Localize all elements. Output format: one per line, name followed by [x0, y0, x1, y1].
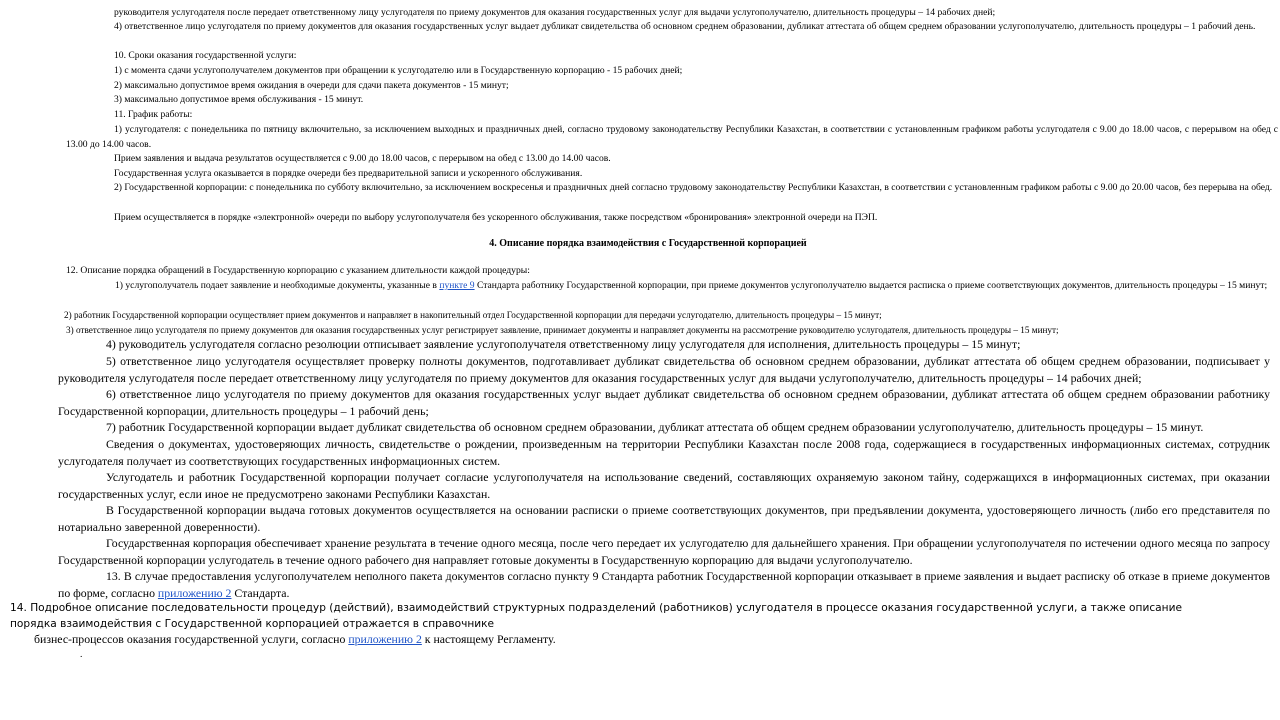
paragraph-11: 11. График работы:: [114, 109, 193, 120]
paragraph-12-4: 4) руководитель услугодателя согласно резолюции отписывает заявление услугополучателя ответственному лицу услугодателя для исполнения, длительность процедуры – 15 минут;: [106, 337, 1021, 351]
paragraph-14-continuation: бизнес-процессов оказания государственной услуги, согласно приложению 2 к настоящему Регламенту.: [34, 632, 556, 646]
paragraph-11-1a: Прием заявления и выдача результатов осуществляется с 9.00 до 18.00 часов, с перерывом на обед с 13.00 до 14.00 часов.: [114, 153, 611, 164]
paragraph-11-2a: Прием осуществляется в порядке «электронной» очереди по выбору услугополучателя без ускоренного обслуживания, также посредством «бронирования» электронной очереди на ПЭП.: [114, 212, 878, 223]
paragraph-12-7: 7) работник Государственной корпорации выдает дубликат свидетельства об основном среднем образовании, дубликат аттестата об общем среднем образовании услугополучателю, длительность процедуры – 15 минут.: [106, 420, 1204, 434]
trailing-dot: .: [80, 649, 83, 660]
paragraph-11-1b: Государственная услуга оказывается в порядке очереди без предварительной записи и ускоренного обслуживания.: [114, 168, 583, 179]
paragraph-10-2: 2) максимально допустимое время ожидания в очереди для сдачи пакета документов - 15 минут;: [114, 80, 509, 91]
paragraph-11-1: 1) услугодателя: с понедельника по пятницу включительно, за исключением выходных и праздничных дней, согласно трудовому законодательству Республики Казахстан, в соответствии с установленным графиком работы услугодателя с 9.00 до 18.00 часов, с перерывом на обед с 13.00 до 14.00 часов.: [66, 124, 1278, 150]
paragraph-12-1: 1) услугополучатель подает заявление и необходимые документы, указанные в пункте 9 Стандарта работнику Государственной корпорации, при приеме документов услугополучателю выдается расписка о приеме соответствующих документов, длительность процедуры – 15 минут;: [115, 280, 1268, 291]
paragraph-continuation: руководителя услугодателя после передает ответственному лицу услугодателя по приему документов для оказания государственных услуг для выдачи услугополучателю, длительность процедуры – 14 рабочих дней;: [114, 7, 996, 18]
link-punkt-9[interactable]: пункте 9: [439, 280, 475, 291]
paragraph-consent: Услугодатель и работник Государственной корпорации получает согласие услугополучателя на использование сведений, составляющих охраняемую законом тайну, содержащихся в информационных системах, при оказании государственных услуг, если иное не предусмотрено законами Республики Казахстан.: [58, 470, 1270, 501]
link-prilozheniyu-2-reglamenta[interactable]: приложению 2: [348, 632, 422, 646]
paragraph-10-1: 1) с момента сдачи услугополучателем документов при обращении к услугодателю или в Государственную корпорацию - 15 рабочих дней;: [114, 65, 683, 76]
section-heading: 4. Описание порядка взаимодействия с Государственной корпорацией: [489, 238, 807, 249]
link-prilozheniyu-2-standarta[interactable]: приложению 2: [157, 585, 232, 600]
paragraph-4: 4) ответственное лицо услугодателя по приему документов для оказания государственных услуг выдает дубликат свидетельства об основном среднем образовании, дубликат аттестата об общем среднем образовании услугополучателю, длительность процедуры – 1 рабочий день.: [114, 21, 1256, 32]
paragraph-docs: Сведения о документах, удостоверяющих личность, свидетельстве о рождении, произведенным на территории Республики Казахстан после 2008 года, содержащиеся в государственных информационных системах, сотрудник услугодателя получает из соответствующих государственных информационных систем.: [58, 437, 1270, 468]
paragraph-13: 13. В случае предоставления услугополучателем неполного пакета документов согласно пункту 9 Стандарта работник Государственной корпорации отказывает в приеме заявления и выдает расписку об отказе в приеме документов по форме, согласно приложению 2 Стандарта.: [58, 569, 1270, 600]
paragraph-10-3: 3) максимально допустимое время обслуживания - 15 минут.: [114, 94, 364, 105]
paragraph-issue: В Государственной корпорации выдача готовых документов осуществляется на основании расписки о приеме соответствующих документов, при предъявлении документа, удостоверяющего личность (либо его представителя по нотариально заверенной доверенности).: [58, 503, 1270, 534]
paragraph-12-3: 3) ответственное лицо услугодателя по приему документов для оказания государственных услуг регистрирует заявление, принимает документы и направляет документы на рассмотрение руководителю услугодателя, длительность процедуры – 15 минут;: [66, 325, 1059, 335]
paragraph-12-6: 6) ответственное лицо услугодателя по приему документов для оказания государственных услуг выдает дубликат свидетельства об основном среднем образовании, дубликат аттестата об общем среднем образовании работнику Государственной корпорации, длительность процедуры – 1 рабочий день;: [58, 387, 1270, 418]
paragraph-12-2: 2) работник Государственной корпорации осуществляет прием документов и направляет в накопительный отдел Государственной корпорации для передачи услугодателю, длительность процедуры – 15 минут;: [64, 310, 882, 320]
paragraph-12: 12. Описание порядка обращений в Государственную корпорацию с указанием длительности каждой процедуры:: [66, 265, 530, 276]
paragraph-14: 14. Подробное описание последовательности процедур (действий), взаимодействий структурных подразделений (работников) услугодателя в процессе оказания государственной услуги, а также описание порядка взаимодействия с Государственной корпорацией отражается в справочнике: [10, 602, 1182, 630]
paragraph-storage: Государственная корпорация обеспечивает хранение результата в течение одного месяца, после чего передает их услугодателю для дальнейшего хранения. При обращении услугополучателя по истечении одного месяца по запросу Государственной корпорации услугодатель в течение одного рабочего дня направляет готовые документы в Государственную корпорацию для выдачи услугополучателю.: [58, 536, 1270, 567]
paragraph-10: 10. Сроки оказания государственной услуги:: [114, 50, 297, 61]
paragraph-11-2: 2) Государственной корпорации: с понедельника по субботу включительно, за исключением воскресенья и праздничных дней согласно трудовому законодательству Республики Казахстан, в соответствии с установленным графиком работы с 9.00 до 20.00 часов, без перерыва на обед.: [114, 182, 1273, 193]
paragraph-12-5: 5) ответственное лицо услугодателя осуществляет проверку полноты документов, подготавливает дубликат свидетельства об основном среднем образовании, дубликат аттестата об общем среднем образовании, подписывает у руководителя услугодателя после передает ответственному лицу услугодателя по приему документов для оказания государственных услуг для выдачи услугополучателю, длительность процедуры – 14 рабочих дней;: [58, 354, 1270, 385]
